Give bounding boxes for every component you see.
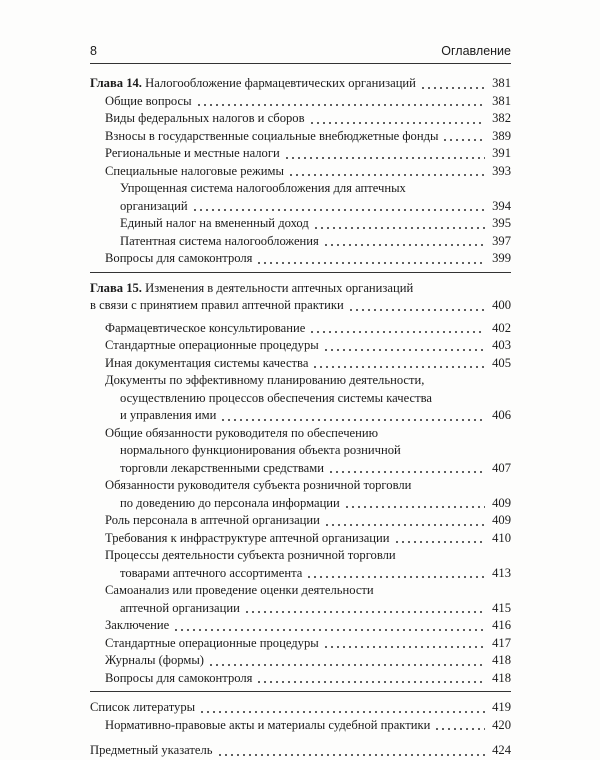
dot-leader <box>323 646 485 648</box>
entry-text: аптечной организации <box>120 600 240 615</box>
page-ref: 418 <box>492 653 511 667</box>
entry-text: Патентная система налогообложения <box>120 233 319 248</box>
entry-text: Виды федеральных налогов и сборов <box>105 111 305 125</box>
toc-entry[interactable] <box>90 512 511 530</box>
entry-text: организаций <box>120 198 188 213</box>
toc-entry[interactable] <box>90 495 511 513</box>
dot-leader <box>208 664 485 666</box>
toc-entry[interactable] <box>90 355 511 373</box>
toc-entry[interactable] <box>90 233 511 251</box>
dot-leader <box>306 576 485 578</box>
toc-entry-chapter-15[interactable] <box>90 297 511 315</box>
toc-entry[interactable] <box>90 407 511 425</box>
entry-text: Взносы в государственные социальные внебюджетные фонды <box>105 128 439 143</box>
entry-text: Стандартные операционные процедуры <box>105 338 319 352</box>
entry-text-line[interactable]: нормального функционирования объекта розничной <box>120 443 401 457</box>
page-ref: 391 <box>492 146 511 160</box>
toc-entry-index[interactable] <box>90 742 511 760</box>
dot-leader <box>348 309 485 311</box>
page-ref: 394 <box>492 198 511 213</box>
entry-text: по доведению до персонала информации <box>120 495 340 510</box>
entry-text: Иная документация системы качества <box>105 355 309 370</box>
page-ref: 402 <box>492 320 511 335</box>
page-ref: 397 <box>492 233 511 248</box>
entry-text: Вопросы для самоконтроля <box>105 670 253 685</box>
page-ref: 382 <box>492 111 511 125</box>
page-ref: 381 <box>492 76 511 90</box>
toc-entry[interactable] <box>90 145 511 163</box>
dot-leader <box>173 629 485 631</box>
table-of-contents <box>90 75 511 760</box>
chapter-separator <box>90 272 511 274</box>
entry-text-line[interactable]: Документы по эффективному планированию деятельности, <box>105 373 425 387</box>
entry-text-line[interactable]: Общие обязанности руководителя по обеспечению <box>105 425 379 440</box>
entry-text-line[interactable]: Процессы деятельности субъекта розничной торговли <box>105 548 396 562</box>
dot-leader <box>244 611 485 613</box>
section-title: Оглавление <box>441 44 511 58</box>
toc-entry[interactable] <box>90 128 511 146</box>
entry-text: Роль персонала в аптечной организации <box>105 513 320 527</box>
dot-leader <box>344 506 485 508</box>
dot-leader <box>220 419 485 421</box>
entry-text: Общие вопросы <box>105 93 192 108</box>
dot-leader <box>217 754 485 756</box>
dot-leader <box>323 244 485 246</box>
page-ref: 399 <box>492 251 511 265</box>
dot-leader <box>323 349 485 351</box>
toc-entry[interactable] <box>90 198 511 216</box>
dot-leader <box>309 122 485 124</box>
page-ref: 410 <box>492 530 511 545</box>
page-ref: 381 <box>492 93 511 108</box>
toc-entry[interactable] <box>90 93 511 111</box>
entry-text: Стандартные операционные процедуры <box>105 635 319 650</box>
header-rule <box>90 63 511 64</box>
entry-text-line[interactable]: осуществлению процессов обеспечения системы качества <box>120 390 432 405</box>
page-ref: 415 <box>492 600 511 615</box>
toc-entry[interactable] <box>90 670 511 688</box>
dot-leader <box>328 471 485 473</box>
entry-text: Специальные налоговые режимы <box>105 163 284 178</box>
page-ref: 405 <box>492 355 511 370</box>
chapter-title: Изменения в деятельности аптечных организаций <box>145 280 414 295</box>
page-ref: 395 <box>492 216 511 230</box>
page-ref: 416 <box>492 618 511 632</box>
toc-entry[interactable] <box>90 652 511 670</box>
toc-entry-literature[interactable] <box>90 699 511 717</box>
toc-entry-normative[interactable] <box>90 717 511 735</box>
dot-leader <box>312 366 485 368</box>
entry-text: Предметный указатель <box>90 743 213 757</box>
entry-text-line[interactable]: Обязанности руководителя субъекта розничной торговли <box>105 478 412 492</box>
dot-leader <box>420 87 485 89</box>
chapter-title: Налогообложение фармацевтических организаций <box>145 76 416 90</box>
page-ref: 424 <box>492 743 511 757</box>
chapter-label: Глава 15. <box>90 280 142 295</box>
toc-entry[interactable] <box>90 163 511 181</box>
dot-leader <box>324 524 485 526</box>
page-ref: 407 <box>492 460 511 475</box>
toc-entry[interactable] <box>90 617 511 635</box>
dot-leader <box>309 331 485 333</box>
toc-entry[interactable] <box>90 530 511 548</box>
page-number: 8 <box>90 44 97 58</box>
dot-leader <box>199 711 485 713</box>
dot-leader <box>394 541 486 543</box>
page-ref: 400 <box>492 298 511 312</box>
entry-text: Региональные и местные налоги <box>105 146 280 160</box>
dot-leader <box>192 209 485 211</box>
entry-text: и управления ими <box>120 408 217 422</box>
entry-text: Фармацевтическое консультирование <box>105 320 306 335</box>
toc-entry[interactable] <box>90 460 511 478</box>
toc-entry[interactable] <box>90 250 511 268</box>
entry-text-line[interactable]: Упрощенная система налогообложения для аптечных <box>120 181 406 195</box>
toc-entry[interactable] <box>90 600 511 618</box>
entry-text: Журналы (формы) <box>105 653 204 667</box>
entry-text: торговли лекарственными средствами <box>120 460 324 475</box>
dot-leader <box>288 174 485 176</box>
page-ref: 417 <box>492 635 511 650</box>
page-ref: 413 <box>492 565 511 580</box>
entry-text: Вопросы для самоконтроля <box>105 251 253 265</box>
toc-entry[interactable] <box>90 110 511 128</box>
dot-leader <box>196 104 485 106</box>
page-ref: 403 <box>492 338 511 352</box>
toc-entry[interactable] <box>90 337 511 355</box>
entry-text: Заключение <box>105 618 170 632</box>
toc-entry[interactable] <box>90 320 511 338</box>
dot-leader <box>313 227 485 229</box>
page-ref: 389 <box>492 128 511 143</box>
toc-entry[interactable] <box>90 215 511 233</box>
chapter-title: в связи с принятием правил аптечной практики <box>90 298 344 312</box>
entry-text: товарами аптечного ассортимента <box>120 565 303 580</box>
page-ref: 418 <box>492 670 511 685</box>
dot-leader <box>434 728 485 730</box>
toc-entry[interactable] <box>90 565 511 583</box>
dot-leader <box>256 262 485 264</box>
chapter-separator <box>90 691 511 693</box>
entry-text-line[interactable]: Самоанализ или проведение оценки деятельности <box>105 583 374 597</box>
dot-leader <box>284 157 485 159</box>
page-ref: 406 <box>492 408 511 422</box>
dot-leader <box>256 681 485 683</box>
page-ref: 393 <box>492 163 511 178</box>
page-ref: 419 <box>492 700 511 714</box>
entry-text: Единый налог на вмененный доход <box>120 216 309 230</box>
page-ref: 409 <box>492 495 511 510</box>
toc-entry-chapter-15-line[interactable] <box>90 280 511 298</box>
toc-entry[interactable] <box>90 635 511 653</box>
entry-text: Требования к инфраструктуре аптечной организации <box>105 530 390 545</box>
entry-text: Список литературы <box>90 700 196 714</box>
dot-leader <box>442 139 485 141</box>
page-ref: 420 <box>492 717 511 732</box>
chapter-label: Глава 14. <box>90 76 142 90</box>
entry-text: Нормативно-правовые акты и материалы судебной практики <box>105 717 431 732</box>
toc-entry-chapter-14[interactable] <box>90 75 511 93</box>
page-ref: 409 <box>492 513 511 527</box>
